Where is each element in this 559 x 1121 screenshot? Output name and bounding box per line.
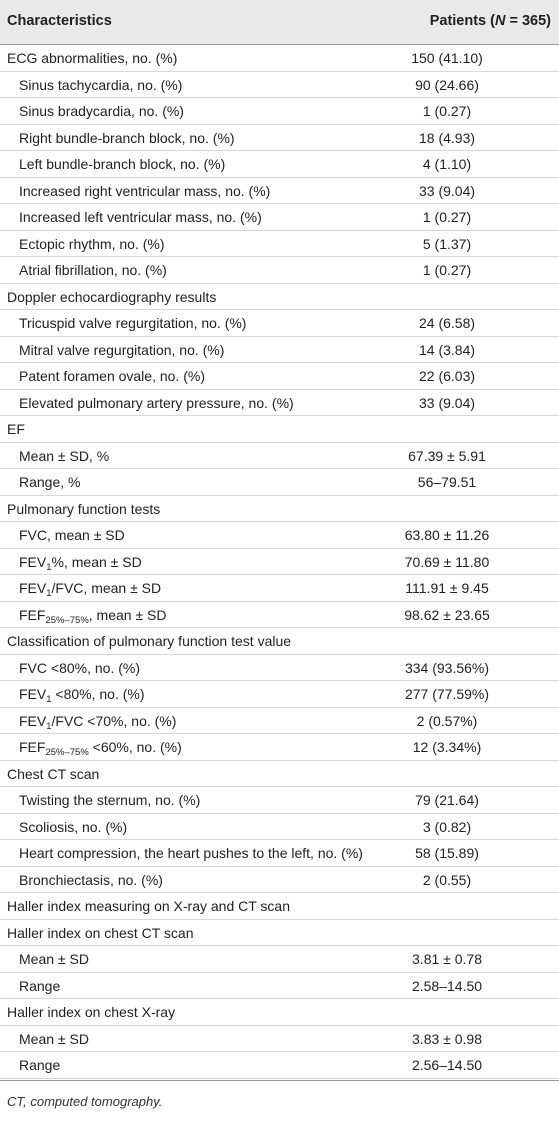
section-label: Haller index on chest X-ray: [7, 1004, 176, 1020]
row-value: 70.69 ± 11.80: [404, 553, 490, 570]
row-value: 56–79.51: [417, 474, 477, 490]
row-value: 14 (3.84): [418, 341, 476, 358]
table-row: [0, 45, 559, 72]
table-row: [0, 496, 559, 523]
section-label: Classification of pulmonary function test value: [7, 633, 292, 649]
table-row: [0, 814, 559, 841]
table-row: [0, 708, 559, 735]
row-label: FVC, mean ± SD: [19, 527, 125, 543]
row-label: Range, %: [19, 474, 81, 490]
row-label: Atrial fibrillation, no. (%): [19, 262, 167, 278]
row-label: Ectopic rhythm, no. (%): [19, 235, 165, 252]
row-value: 18 (4.93): [418, 129, 476, 146]
table-row: [0, 893, 559, 920]
table-row: [0, 787, 559, 814]
table-row: [0, 98, 559, 125]
section-label: ECG abnormalities, no. (%): [7, 50, 178, 66]
section-label: Chest CT scan: [7, 765, 100, 782]
table-row: [0, 416, 559, 443]
row-value: 24 (6.58): [418, 315, 476, 331]
section-label: Haller index on chest CT scan: [7, 924, 194, 941]
row-label: Increased left ventricular mass, no. (%): [19, 209, 262, 225]
label-suffix: <60%, no. (%): [88, 739, 182, 755]
row-label: Mean ± SD, %: [19, 447, 110, 464]
table-row: [0, 602, 559, 629]
row-value: 111.91 ± 9.45: [405, 580, 489, 596]
row-value: 98.62 ± 23.65: [404, 606, 490, 623]
row-value: 277 (77.59%): [404, 686, 490, 702]
table-row: [0, 655, 559, 682]
table-row: [0, 549, 559, 576]
table-row: [0, 204, 559, 231]
table-bottom-rule: [0, 1080, 559, 1081]
table-row: [0, 522, 559, 549]
row-label: Left bundle-branch block, no. (%): [19, 156, 226, 172]
row-label: Mean ± SD: [19, 951, 89, 967]
section-label: Haller index measuring on X-ray and CT scan: [7, 898, 290, 914]
row-label: Range: [19, 1057, 61, 1073]
row-label: $FEV_1$/FVC <70%, no. (%): [19, 712, 177, 732]
row-value: 1 (0.27): [422, 262, 472, 278]
table-row: [0, 1052, 559, 1079]
table-row: [0, 1026, 559, 1053]
row-value: 63.80 ± 11.26: [404, 527, 490, 543]
row-value: 1 (0.27): [422, 103, 472, 119]
row-label: Bronchiectasis, no. (%): [19, 871, 163, 888]
row-value: 33 (9.04): [418, 182, 476, 199]
table-row: [0, 761, 559, 788]
table-row: [0, 973, 559, 1000]
table-row: [0, 178, 559, 205]
row-label: FVC <80%, no. (%): [19, 659, 140, 676]
subscript: 1: [46, 588, 52, 599]
table-row: [0, 734, 559, 761]
row-label: Sinus tachycardia, no. (%): [19, 76, 183, 93]
header-characteristics: Characteristics: [7, 13, 112, 29]
table-row: [0, 867, 559, 894]
row-value: 2 (0.55): [422, 871, 472, 888]
row-label: $FEF_{25\%-75\%} <60\%$, no. (%): [19, 739, 182, 758]
row-value: 3 (0.82): [422, 818, 472, 835]
table-row: [0, 284, 559, 311]
label-suffix: /FVC <70%, no. (%): [51, 712, 177, 729]
row-label: Tricuspid valve regurgitation, no. (%): [19, 315, 247, 331]
label-suffix: <80%, no. (%): [51, 686, 145, 702]
table-row: [0, 575, 559, 602]
row-label: Scoliosis, no. (%): [19, 818, 128, 835]
row-label: $FEV_1$/FVC, mean ± SD: [19, 580, 162, 599]
table-header: [0, 0, 559, 45]
table-row: [0, 469, 559, 496]
row-value: 79 (21.64): [415, 792, 479, 808]
row-value: 150 (41.10): [411, 50, 483, 66]
table-row: [0, 681, 559, 708]
subscript: 1: [46, 694, 52, 705]
table-row: [0, 840, 559, 867]
row-value: 2 (0.57%): [416, 712, 478, 729]
row-value: 2.58–14.50: [411, 977, 483, 994]
row-label: Right bundle-branch block, no. (%): [19, 129, 235, 146]
table-row: [0, 151, 559, 178]
row-value: 334 (93.56%): [404, 659, 490, 676]
table-row: [0, 390, 559, 417]
row-value: 1 (0.27): [422, 209, 472, 225]
row-value: 5 (1.37): [422, 235, 472, 252]
label-suffix: /FVC, mean ± SD: [51, 580, 162, 596]
row-label: Mean ± SD: [19, 1030, 89, 1047]
row-label: $FEF_{25\%-75\%}$, mean ± SD: [19, 606, 167, 626]
subscript: 1: [46, 720, 52, 732]
table-row: [0, 125, 559, 152]
row-label: Heart compression, the heart pushes to the left, no. (%): [19, 845, 363, 861]
table-row: [0, 337, 559, 364]
table-row: [0, 920, 559, 947]
row-label: Mitral valve regurgitation, no. (%): [19, 341, 225, 358]
row-value: 12 (3.34%): [412, 739, 482, 755]
table-row: [0, 628, 559, 655]
header-patients: Patients (N = 365): [429, 13, 551, 29]
section-label: Doppler echocardiography results: [7, 288, 217, 305]
table-row: [0, 310, 559, 337]
row-value: 67.39 ± 5.91: [408, 447, 486, 464]
table-row: [0, 443, 559, 470]
row-label: Elevated pulmonary artery pressure, no. (%): [19, 394, 294, 411]
row-value: 22 (6.03): [418, 368, 476, 384]
row-value: 3.83 ± 0.98: [412, 1030, 482, 1047]
row-label: Twisting the sternum, no. (%): [19, 792, 201, 808]
row-value: 4 (1.10): [422, 156, 472, 172]
table-row: [0, 946, 559, 973]
table-row: [0, 257, 559, 284]
table-footnote: CT, computed tomography.: [7, 1094, 163, 1109]
row-label: $FEV_1 <80\%$, no. (%): [19, 686, 145, 705]
row-label: $FEV_1\%$, mean ± SD: [19, 553, 142, 573]
table-body: [0, 45, 559, 1079]
row-label: Range: [19, 977, 61, 994]
table-row: [0, 363, 559, 390]
subscript: 25%–75%: [45, 614, 89, 626]
section-label: Pulmonary function tests: [7, 500, 161, 517]
row-label: Patent foramen ovale, no. (%): [19, 368, 205, 384]
subscript: 25%–75%: [45, 747, 89, 758]
row-label: Sinus bradycardia, no. (%): [19, 103, 184, 119]
row-value: 33 (9.04): [418, 394, 476, 411]
label-suffix: %, mean ± SD: [51, 553, 142, 570]
table-row: [0, 999, 559, 1026]
label-suffix: , mean ± SD: [88, 606, 167, 623]
row-label: Increased right ventricular mass, no. (%): [19, 182, 271, 199]
row-value: 2.56–14.50: [411, 1057, 483, 1073]
row-value: 58 (15.89): [415, 845, 479, 861]
table-row: [0, 231, 559, 258]
section-label: EF: [7, 421, 25, 437]
table-row: [0, 72, 559, 99]
subscript: 1: [46, 561, 52, 573]
row-value: 90 (24.66): [415, 76, 479, 93]
row-value: 3.81 ± 0.78: [412, 951, 482, 967]
